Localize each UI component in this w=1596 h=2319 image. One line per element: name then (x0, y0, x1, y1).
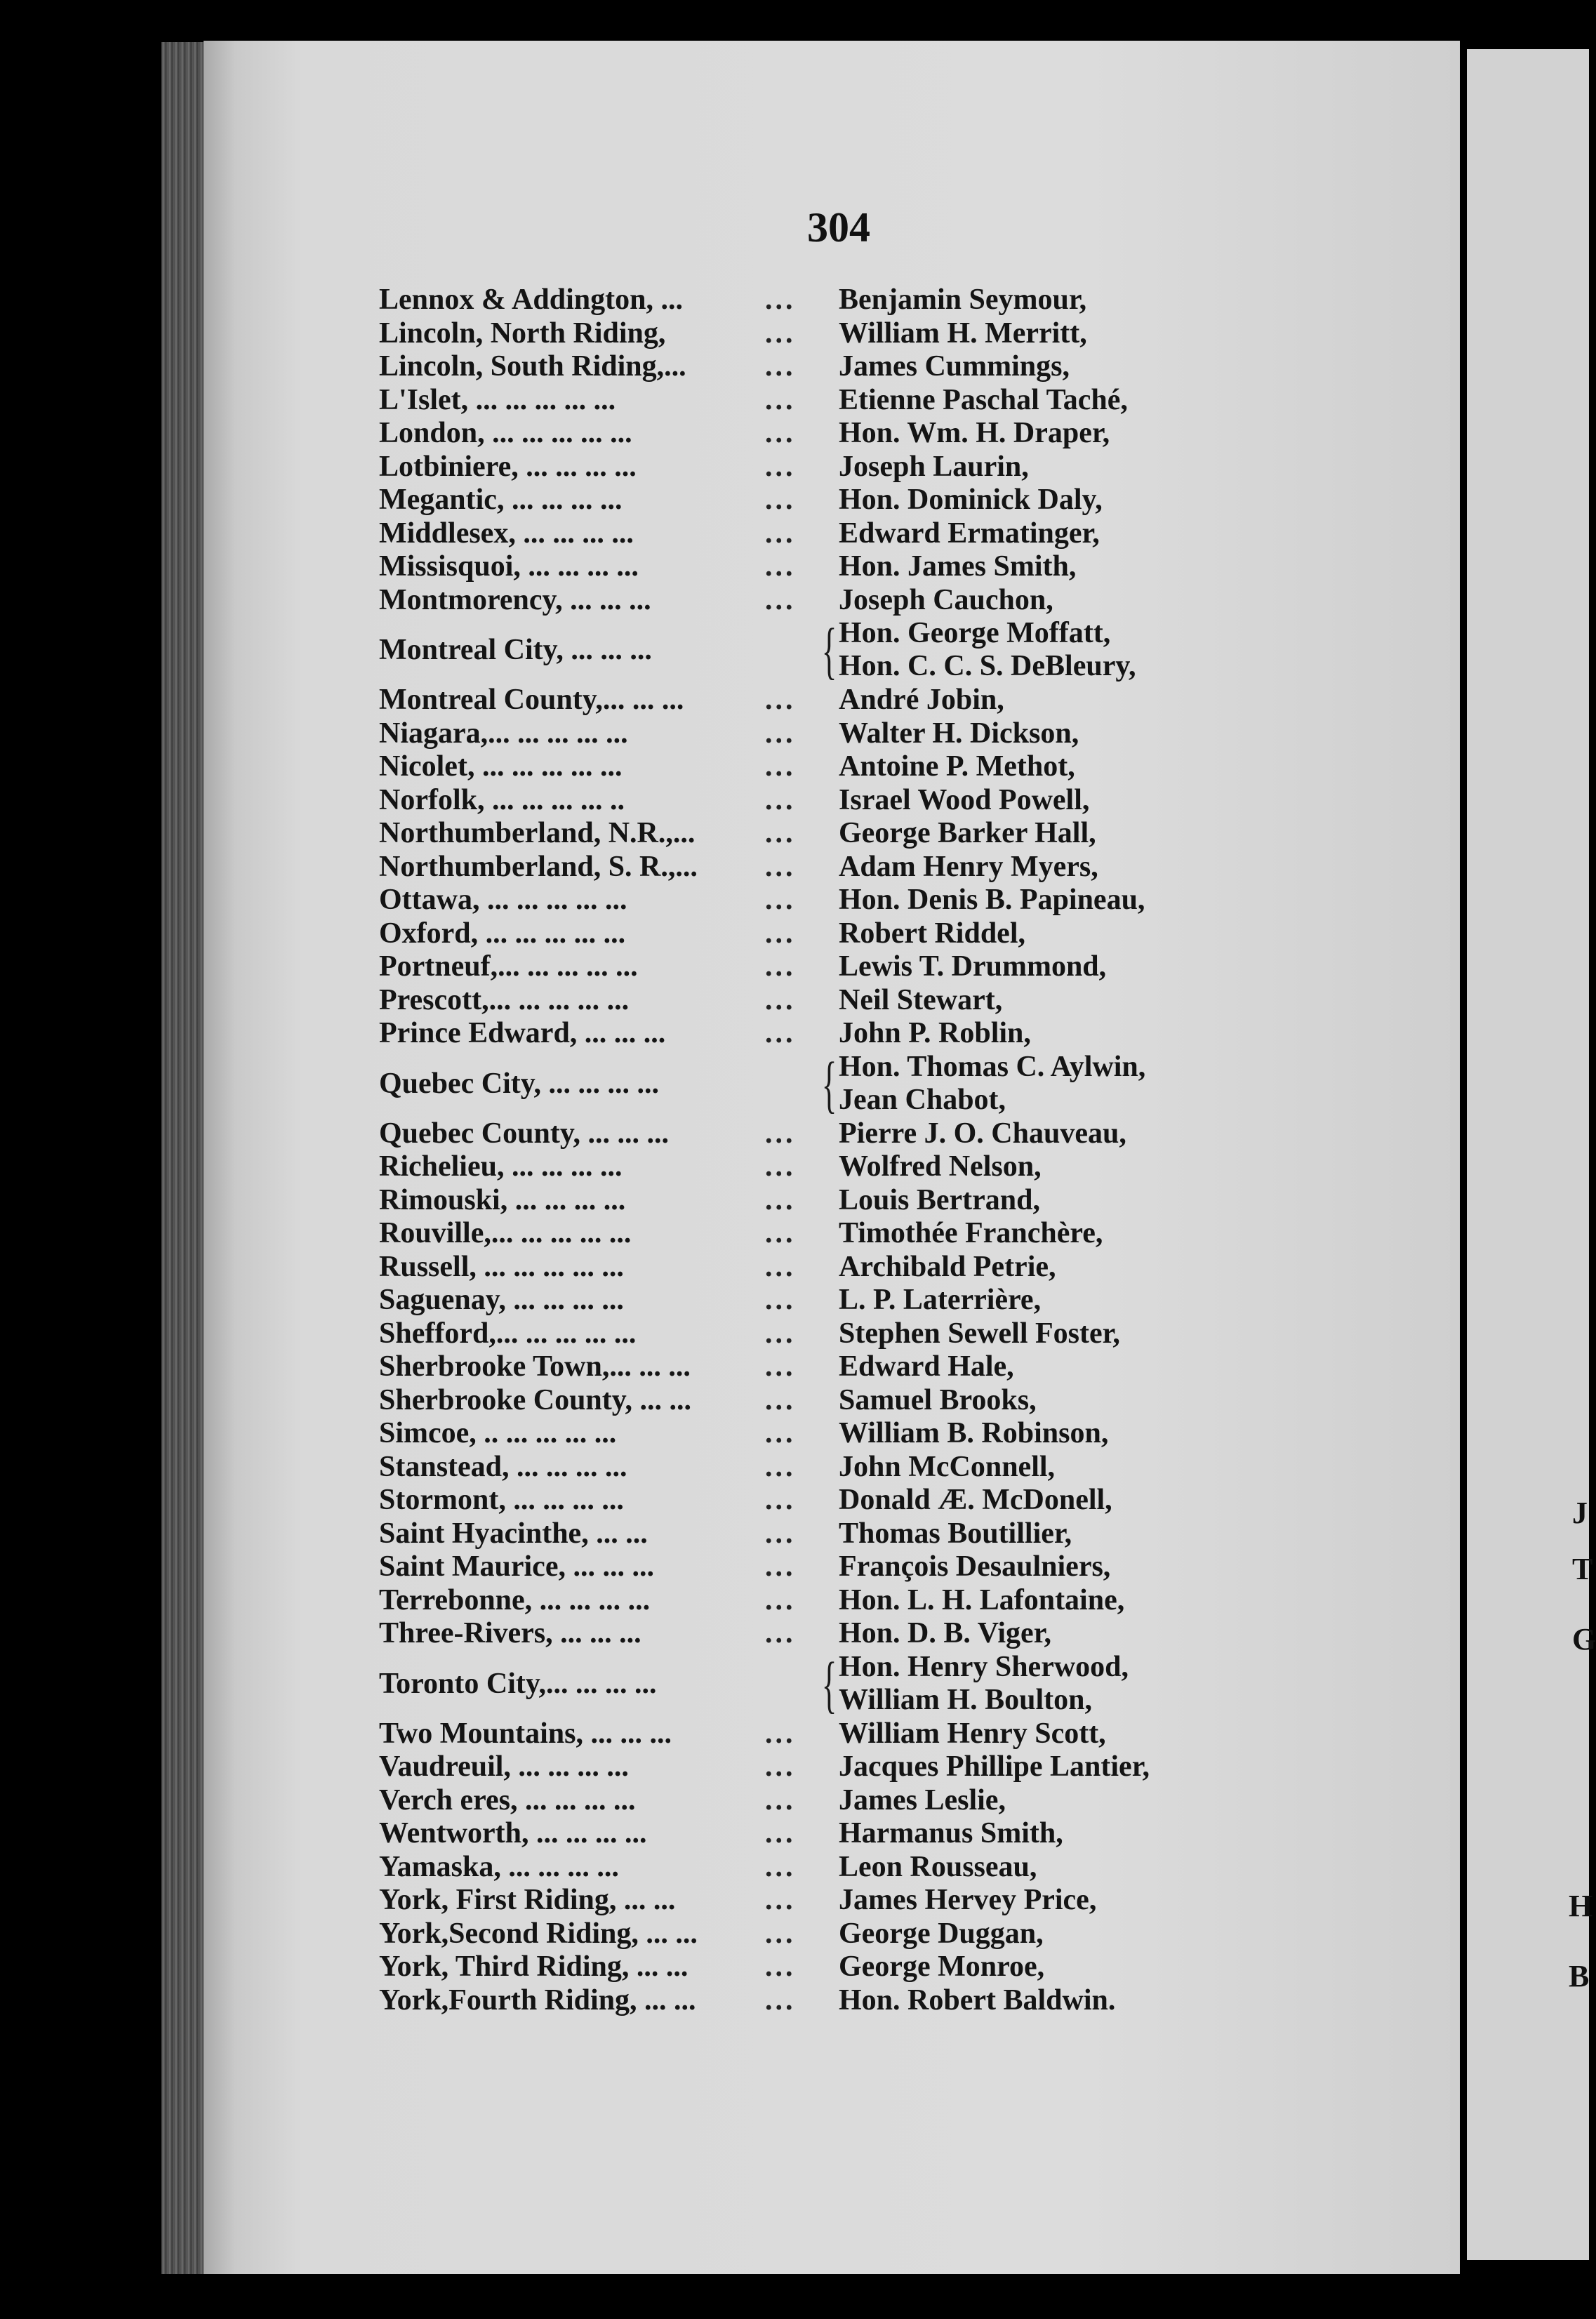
list-item (379, 1817, 1305, 1851)
leader-dots: ... (765, 917, 796, 950)
list-item (379, 684, 1305, 717)
member-name: Benjamin Seymour, (839, 284, 1087, 316)
member-name: Walter H. Dickson, (839, 717, 1079, 750)
leader-dots: ... (765, 1750, 796, 1783)
list-item (379, 484, 1305, 517)
list-item (379, 1417, 1305, 1451)
list-item (379, 750, 1305, 784)
county-name: Lennox & Addington, ... (379, 284, 683, 316)
county-name: Shefford,... ... ... ... ... (379, 1317, 637, 1350)
county-name: Saint Hyacinthe, ... ... (379, 1517, 648, 1550)
county-name: Toronto City,... ... ... ... (379, 1667, 657, 1700)
leader-dots: ... (765, 1917, 796, 1950)
county-name: York, First Riding, ... ... (379, 1884, 676, 1916)
leader-dots: ... (765, 783, 796, 816)
county-name: York,Second Riding, ... ... (379, 1917, 698, 1950)
member-name: William H. Merritt, (839, 317, 1087, 350)
member-name: Jacques Phillipe Lantier, (839, 1750, 1150, 1783)
member-name: Joseph Cauchon, (839, 583, 1053, 616)
list-item (379, 717, 1305, 751)
list-item (379, 817, 1305, 851)
list-item (379, 284, 1305, 317)
list-item (379, 1117, 1305, 1151)
list-item (379, 451, 1305, 484)
member-name: Etienne Paschal Taché, (839, 383, 1128, 416)
member-name: Donald Æ. McDonell, (839, 1484, 1112, 1516)
member-name: Thomas Boutillier, (839, 1517, 1072, 1550)
leader-dots: ... (765, 350, 796, 383)
list-item (379, 317, 1305, 351)
county-name: Saguenay, ... ... ... ... (379, 1284, 624, 1316)
county-name: Yamaska, ... ... ... ... (379, 1850, 619, 1883)
member-name: Jean Chabot, (839, 1083, 1006, 1116)
leader-dots: ... (765, 317, 796, 350)
leader-dots: ... (765, 1850, 796, 1883)
list-item (379, 1350, 1305, 1384)
leader-dots: ... (765, 817, 796, 849)
county-name: Norfolk, ... ... ... ... .. (379, 783, 625, 816)
county-name: Lotbiniere, ... ... ... ... (379, 450, 637, 483)
county-name: Stormont, ... ... ... ... (379, 1484, 624, 1516)
member-name: Hon. Denis B. Papineau, (839, 884, 1145, 916)
county-name: Two Mountains, ... ... ... (379, 1717, 672, 1750)
leader-dots: ... (765, 1150, 796, 1183)
county-name: Lincoln, North Riding, (379, 317, 666, 350)
list-item (379, 1017, 1305, 1051)
county-name: Ottawa, ... ... ... ... ... (379, 884, 627, 916)
leader-dots: ... (765, 1250, 796, 1283)
leader-dots: ... (765, 517, 796, 550)
county-name: Russell, ... ... ... ... ... (379, 1250, 624, 1283)
member-name: Hon. Wm. H. Draper, (839, 417, 1110, 449)
leader-dots: ... (765, 1583, 796, 1616)
member-name: Hon. George Moffatt, (839, 617, 1111, 649)
county-name: Montreal County,... ... ... (379, 684, 684, 716)
brace-glyph: { (821, 616, 837, 686)
list-item (379, 1984, 1305, 2018)
county-name: Sherbrooke Town,... ... ... (379, 1350, 691, 1383)
county-name: Quebec City, ... ... ... ... (379, 1067, 659, 1100)
county-name: Terrebonne, ... ... ... ... (379, 1583, 651, 1616)
leader-dots: ... (765, 1450, 796, 1483)
member-name: Antoine P. Methot, (839, 750, 1075, 783)
county-name: London, ... ... ... ... ... (379, 417, 632, 449)
member-name: Robert Riddel, (839, 917, 1025, 950)
county-name: Quebec County, ... ... ... (379, 1117, 670, 1150)
leader-dots: ... (765, 450, 796, 483)
list-item (379, 617, 1305, 684)
member-name: Louis Bertrand, (839, 1183, 1041, 1216)
facing-page-letter: J (1572, 1496, 1588, 1530)
leader-dots: ... (765, 550, 796, 583)
member-name: L. P. Laterrière, (839, 1284, 1042, 1316)
book-page-edges (161, 42, 205, 2274)
leader-dots: ... (765, 583, 796, 616)
member-name: George Barker Hall, (839, 817, 1096, 849)
page-number: 304 (807, 204, 870, 251)
list-item (379, 1317, 1305, 1351)
county-name: Middlesex, ... ... ... ... (379, 517, 634, 550)
list-item (379, 584, 1305, 618)
list-item (379, 1451, 1305, 1484)
leader-dots: ... (765, 1350, 796, 1383)
county-name: Megantic, ... ... ... ... (379, 484, 623, 516)
list-item (379, 1517, 1305, 1551)
list-item (379, 1750, 1305, 1784)
list-item (379, 950, 1305, 984)
county-name: Niagara,... ... ... ... ... (379, 717, 628, 750)
member-name: Hon. James Smith, (839, 550, 1077, 583)
county-name: Prescott,... ... ... ... ... (379, 983, 630, 1016)
facing-page-letter: B (1569, 1959, 1590, 1993)
county-name: Nicolet, ... ... ... ... ... (379, 750, 623, 783)
member-name: Israel Wood Powell, (839, 783, 1090, 816)
county-name: Rouville,... ... ... ... ... (379, 1217, 632, 1249)
county-name: Lincoln, South Riding,... (379, 350, 686, 383)
list-item (379, 1150, 1305, 1184)
list-item (379, 1617, 1305, 1651)
county-name: Missisquoi, ... ... ... ... (379, 550, 639, 583)
leader-dots: ... (765, 1817, 796, 1849)
leader-dots: ... (765, 1550, 796, 1583)
list-item (379, 1251, 1305, 1284)
list-item (379, 851, 1305, 884)
list-item (379, 1284, 1305, 1317)
leader-dots: ... (765, 1517, 796, 1550)
leader-dots: ... (765, 284, 796, 316)
leader-dots: ... (765, 1117, 796, 1150)
facing-page-letter: H (1569, 1889, 1593, 1923)
leader-dots: ... (765, 1717, 796, 1750)
list-item (379, 417, 1305, 451)
list-item (379, 1550, 1305, 1584)
member-name: Hon. C. C. S. DeBleury, (839, 650, 1136, 682)
member-name: Leon Rousseau, (839, 1850, 1037, 1883)
leader-dots: ... (765, 1183, 796, 1216)
leader-dots: ... (765, 684, 796, 716)
county-name: Three-Rivers, ... ... ... (379, 1617, 641, 1649)
member-name: Archibald Petrie, (839, 1250, 1056, 1283)
member-name: James Hervey Price, (839, 1884, 1097, 1916)
list-item (379, 350, 1305, 384)
member-name: Edward Hale, (839, 1350, 1014, 1383)
county-name: Oxford, ... ... ... ... ... (379, 917, 626, 950)
leader-dots: ... (765, 1484, 796, 1516)
list-item (379, 1051, 1305, 1117)
member-name: William Henry Scott, (839, 1717, 1106, 1750)
member-name: Hon. Dominick Daly, (839, 484, 1103, 516)
member-name: Hon. L. H. Lafontaine, (839, 1583, 1125, 1616)
list-item (379, 884, 1305, 917)
leader-dots: ... (765, 417, 796, 449)
leader-dots: ... (765, 750, 796, 783)
facing-page-letter: T (1572, 1552, 1593, 1586)
member-name: William B. Robinson, (839, 1417, 1109, 1449)
county-name: Richelieu, ... ... ... ... (379, 1150, 623, 1183)
list-item (379, 917, 1305, 951)
list-item (379, 517, 1305, 551)
leader-dots: ... (765, 884, 796, 916)
member-name: John P. Roblin, (839, 1017, 1031, 1049)
member-name: François Desaulniers, (839, 1550, 1111, 1583)
list-item (379, 384, 1305, 418)
county-name: Verch eres, ... ... ... ... (379, 1783, 636, 1816)
leader-dots: ... (765, 1984, 796, 2016)
list-item (379, 1918, 1305, 1951)
leader-dots: ... (765, 1951, 796, 1983)
list-item (379, 1584, 1305, 1618)
member-name: George Monroe, (839, 1951, 1045, 1983)
county-name: L'Islet, ... ... ... ... ... (379, 383, 616, 416)
county-name: Northumberland, N.R.,... (379, 817, 696, 849)
leader-dots: ... (765, 950, 796, 983)
member-name: André Jobin, (839, 684, 1004, 716)
list-item (379, 1717, 1305, 1751)
county-name: Sherbrooke County, ... ... (379, 1383, 691, 1416)
county-name: Simcoe, .. ... ... ... ... (379, 1417, 617, 1449)
county-name: York, Third Riding, ... ... (379, 1951, 689, 1983)
leader-dots: ... (765, 383, 796, 416)
list-item (379, 984, 1305, 1018)
list-item (379, 1184, 1305, 1218)
member-name: Wolfred Nelson, (839, 1150, 1042, 1183)
leader-dots: ... (765, 1783, 796, 1816)
member-name: John McConnell, (839, 1450, 1056, 1483)
member-name: Hon. Henry Sherwood, (839, 1650, 1129, 1683)
facing-page-letter: G (1572, 1622, 1596, 1656)
list-item (379, 1384, 1305, 1418)
member-name: Adam Henry Myers, (839, 850, 1098, 883)
county-name: Stanstead, ... ... ... ... (379, 1450, 627, 1483)
county-name: Montreal City, ... ... ... (379, 634, 652, 666)
county-name: Vaudreuil, ... ... ... ... (379, 1750, 629, 1783)
member-name: Lewis T. Drummond, (839, 950, 1107, 983)
county-name: Prince Edward, ... ... ... (379, 1017, 666, 1049)
leader-dots: ... (765, 1317, 796, 1350)
county-name: Northumberland, S. R.,... (379, 850, 698, 883)
list-item (379, 1851, 1305, 1885)
member-name: George Duggan, (839, 1917, 1044, 1950)
member-name: James Leslie, (839, 1783, 1006, 1816)
list-item (379, 784, 1305, 818)
leader-dots: ... (765, 1284, 796, 1316)
leader-dots: ... (765, 1417, 796, 1449)
member-name: Edward Ermatinger, (839, 517, 1100, 550)
leader-dots: ... (765, 1383, 796, 1416)
member-name: Neil Stewart, (839, 983, 1003, 1016)
electoral-list (379, 284, 1305, 2017)
brace-glyph: { (821, 1649, 837, 1720)
list-item (379, 1217, 1305, 1251)
list-item (379, 550, 1305, 584)
leader-dots: ... (765, 1617, 796, 1649)
county-name: York,Fourth Riding, ... ... (379, 1984, 696, 2016)
county-name: Portneuf,... ... ... ... ... (379, 950, 638, 983)
list-item (379, 1884, 1305, 1918)
list-item (379, 1484, 1305, 1517)
member-name: Hon. Thomas C. Aylwin, (839, 1050, 1146, 1083)
list-item (379, 1951, 1305, 1984)
leader-dots: ... (765, 717, 796, 750)
member-name: Hon. Robert Baldwin. (839, 1984, 1116, 2016)
leader-dots: ... (765, 1017, 796, 1049)
list-item (379, 1649, 1305, 1720)
member-name: William H. Boulton, (839, 1683, 1092, 1716)
list-item (379, 1784, 1305, 1818)
member-name: Samuel Brooks, (839, 1383, 1037, 1416)
county-name: Rimouski, ... ... ... ... (379, 1183, 626, 1216)
member-name: Timothée Franchère, (839, 1217, 1103, 1249)
leader-dots: ... (765, 850, 796, 883)
county-name: Wentworth, ... ... ... ... (379, 1817, 647, 1849)
member-name: Hon. D. B. Viger, (839, 1617, 1051, 1649)
county-name: Montmorency, ... ... ... (379, 583, 651, 616)
leader-dots: ... (765, 983, 796, 1016)
member-name: Joseph Laurin, (839, 450, 1029, 483)
leader-dots: ... (765, 1884, 796, 1916)
member-name: Stephen Sewell Foster, (839, 1317, 1120, 1350)
member-name: James Cummings, (839, 350, 1070, 383)
leader-dots: ... (765, 484, 796, 516)
member-name: Harmanus Smith, (839, 1817, 1063, 1849)
member-name: Pierre J. O. Chauveau, (839, 1117, 1126, 1150)
leader-dots: ... (765, 1217, 796, 1249)
facing-page (1467, 49, 1596, 2260)
county-name: Saint Maurice, ... ... ... (379, 1550, 654, 1583)
brace-glyph: { (821, 1049, 837, 1119)
